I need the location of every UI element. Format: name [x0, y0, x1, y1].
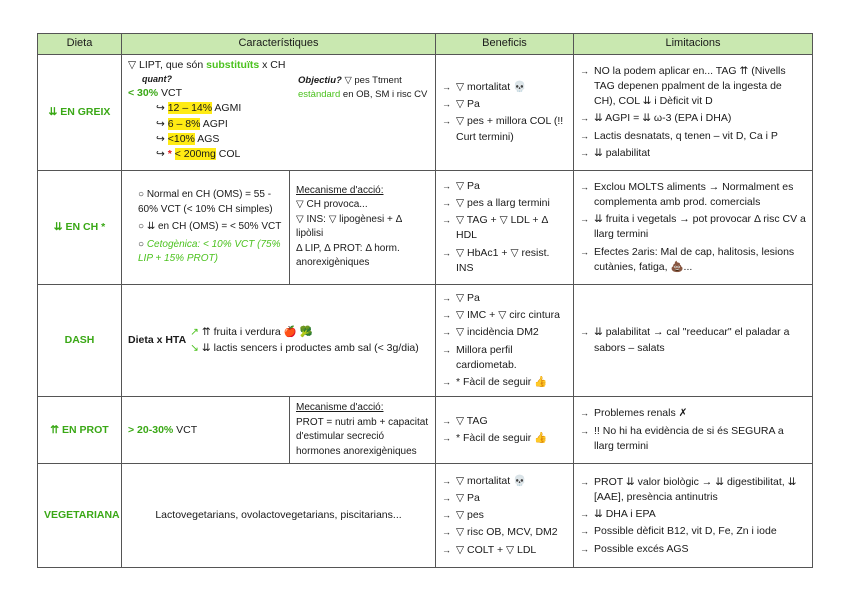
list-item: → ▽ HbAc1 + ▽ resist. INS	[442, 246, 567, 276]
limitations-cell	[574, 284, 813, 396]
benefits-cell	[436, 284, 574, 396]
header-caracteristiques: Característiques	[122, 34, 436, 55]
list-item: → NO la podem aplicar en... TAG ⇈ (Nivells TAG depenen ppalment de la ingesta de CH), COL ⇊ i Dèficit vit D	[580, 64, 806, 110]
row-en-ch	[38, 170, 813, 284]
diet-name: DASH	[38, 284, 122, 396]
list-item: → ▽ IMC + ▽ circ cintura	[442, 308, 567, 323]
diet-name: ⇈ EN PROT	[38, 397, 122, 464]
list-item: ○ ⇊ en CH (OMS) = < 50% VCT	[138, 221, 282, 233]
mechanism-cell: Mecanisme d'acció: PROT = nutri amb + capacitat d'estimular secreció hormones anorexigèniques	[290, 397, 436, 464]
list-item: → Problemes renals ✗	[580, 406, 806, 421]
limitations-cell	[574, 464, 813, 568]
list-item: → ▽ pes a llarg termini	[442, 196, 567, 211]
characteristics-cell: > 20-30% VCT	[122, 397, 290, 464]
benefits-cell	[436, 54, 574, 170]
list-item: → Millora perfil cardiometab.	[442, 343, 567, 373]
list-item: → Efectes 2aris: Mal de cap, halitosis, lesions cutànies, fatiga, 💩...	[580, 245, 806, 275]
list-item: ○ Normal en CH (OMS) = 55 - 60% VCT (< 10% CH simples)	[138, 189, 273, 215]
limitations-cell	[574, 397, 813, 464]
list-item: → ▽ Pa	[442, 97, 567, 112]
characteristics-cell	[122, 170, 290, 284]
list-item: → ⇊ DHA i EPA	[580, 507, 806, 522]
list-item: → * Fàcil de seguir 👍	[442, 431, 567, 446]
list-item: → ⇊ AGPI = ⇊ ω-3 (EPA i DHA)	[580, 111, 806, 126]
list-item: → ▽ mortalitat 💀	[442, 474, 567, 489]
list-item: → ▽ Pa	[442, 179, 567, 194]
header-dieta: Dieta	[38, 34, 122, 55]
list-item: → Possible excés AGS	[580, 542, 806, 557]
characteristics-cell: ▽ LIPT, que són substituïts x CH quant? < 30% VCT ↪ 12 – 14% AGMI ↪ 6 – 8% AGPI ↪ <10% AGS ↪ * < 200mg COL Objectiu? ▽ pes Ttment estàndard en OB, SM i risc CV	[122, 54, 436, 170]
list-item: → ▽ mortalitat 💀	[442, 80, 567, 95]
characteristics-cell: Lactovegetarians, ovolactovegetarians, piscitarians...	[122, 464, 436, 568]
list-item: → Possible dèficit B12, vit D, Fe, Zn i iode	[580, 524, 806, 539]
header-limitacions: Limitacions	[574, 34, 813, 55]
list-item: → ⇊ palabilitat → cal "reeducar" el paladar a sabors – salats	[580, 325, 806, 355]
limitations-cell	[574, 170, 813, 284]
header-beneficis: Beneficis	[436, 34, 574, 55]
list-item: → ⇊ fruita i vegetals → pot provocar Δ risc CV a llarg termini	[580, 212, 806, 242]
diet-name: VEGETARIANA	[38, 464, 122, 568]
characteristics-cell: Dieta x HTA ↗ ⇈ fruita i verdura 🍎 🥦 ↘ ⇊ lactis sencers i productes amb sal (< 3g/dia)	[122, 284, 436, 396]
row-dash	[38, 284, 813, 396]
list-item: → ▽ COLT + ▽ LDL	[442, 543, 567, 558]
list-item: → ▽ Pa	[442, 291, 567, 306]
mechanism-cell: Mecanisme d'acció: ▽ CH provoca... ▽ INS: ▽ lipogènesi + Δ lipòlisi Δ LIP, Δ PROT: Δ horm. anorexigèniques	[290, 170, 436, 284]
list-item: → ▽ TAG	[442, 414, 567, 429]
list-item: ○ Cetogènica: < 10% VCT (75% LIP + 15% PROT)	[138, 238, 281, 265]
list-item: → ▽ incidència DM2	[442, 325, 567, 340]
list-item: → ▽ TAG + ▽ LDL + Δ HDL	[442, 213, 567, 243]
header-row	[38, 34, 813, 55]
benefits-cell	[436, 170, 574, 284]
diet-table	[37, 33, 813, 568]
list-item: → ⇊ palabilitat	[580, 146, 806, 161]
row-en-prot	[38, 397, 813, 464]
benefits-cell	[436, 397, 574, 464]
limitations-cell	[574, 54, 813, 170]
list-item: → PROT ⇊ valor biològic → ⇊ digestibilitat, ⇊ [AAE], presència antinutris	[580, 475, 806, 505]
row-en-greix	[38, 54, 813, 170]
list-item: → ▽ pes	[442, 508, 567, 523]
benefits-cell	[436, 464, 574, 568]
list-item: → !! No hi ha evidència de si és SEGURA a llarg termini	[580, 424, 806, 454]
list-item: → ▽ Pa	[442, 491, 567, 506]
diet-name: ⇊ EN CH *	[38, 170, 122, 284]
list-item: → Exclou MOLTS aliments → Normalment es complementa amb prod. comercials	[580, 180, 806, 210]
list-item: → Lactis desnatats, q tenen – vit D, Ca i P	[580, 129, 806, 144]
row-vegetariana	[38, 464, 813, 568]
diet-name: ⇊ EN GREIX	[38, 54, 122, 170]
list-item: → * Fàcil de seguir 👍	[442, 375, 567, 390]
list-item: → ▽ pes + millora COL (!! Curt termini)	[442, 114, 567, 144]
list-item: → ▽ risc OB, MCV, DM2	[442, 525, 567, 540]
